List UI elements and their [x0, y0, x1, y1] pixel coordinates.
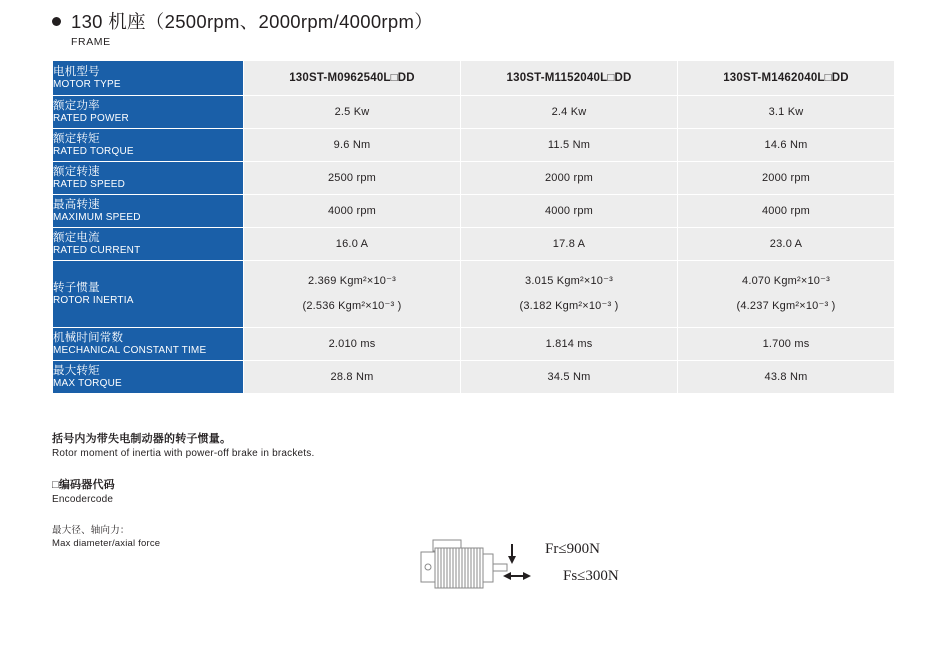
row-label-en: RATED CURRENT — [53, 244, 141, 256]
table-row — [53, 129, 895, 162]
cell-value: 28.8 Nm — [244, 361, 461, 394]
row-label-en: RATED POWER — [53, 112, 129, 124]
note-brake-inertia — [52, 430, 552, 459]
cell-value: 2.5 Kw — [244, 96, 461, 129]
table-row — [53, 361, 895, 394]
cell-value: 23.0 A — [678, 228, 895, 261]
radial-force-label: Fr≤900N — [545, 541, 600, 557]
cell-value-line2: (3.182 Kgm²×10⁻³ ) — [519, 300, 619, 312]
cell-value-line1: 4.070 Kgm²×10⁻³ — [742, 275, 830, 287]
cell-value: 3.1 Kw — [678, 96, 895, 129]
note-en: Max diameter/axial force — [52, 538, 161, 549]
cell-value — [461, 261, 678, 328]
table-row — [53, 96, 895, 129]
row-label-cn: 电机型号 — [53, 65, 100, 78]
spec-table — [52, 60, 895, 394]
row-label-cn: 转子惯量 — [53, 281, 100, 294]
spec-table-container — [52, 60, 895, 394]
row-label-max-torque — [53, 361, 244, 394]
note-cn: 括号内为带失电制动器的转子惯量。 — [52, 433, 232, 445]
page-subtitle: FRAME — [71, 36, 111, 48]
cell-value: 9.6 Nm — [244, 129, 461, 162]
row-label-en: ROTOR INERTIA — [53, 294, 134, 306]
row-label-rated-torque — [53, 129, 244, 162]
note-cn: □编码器代码 — [52, 479, 115, 491]
cell-value: 43.8 Nm — [678, 361, 895, 394]
row-label-cn: 最高转速 — [53, 198, 100, 211]
note-encoder-code — [52, 476, 552, 505]
table-row — [53, 228, 895, 261]
table-row — [53, 162, 895, 195]
cell-value: 14.6 Nm — [678, 129, 895, 162]
table-row — [53, 328, 895, 361]
cell-value: 17.8 A — [461, 228, 678, 261]
header-title-row — [52, 8, 752, 34]
cell-value: 4000 rpm — [461, 195, 678, 228]
cell-value-line1: 2.369 Kgm²×10⁻³ — [308, 275, 396, 287]
table-row — [53, 261, 895, 328]
row-label-rotor-inertia — [53, 261, 244, 328]
row-label-cn: 机械时间常数 — [53, 331, 124, 344]
cell-value-line2: (2.536 Kgm²×10⁻³ ) — [302, 300, 402, 312]
row-label-rated-power — [53, 96, 244, 129]
table-row — [53, 195, 895, 228]
row-label-maximum-speed — [53, 195, 244, 228]
note-cn: 最大径、轴向力： — [52, 525, 130, 536]
row-label-en: RATED SPEED — [53, 178, 126, 190]
note-en: Encodercode — [52, 494, 114, 505]
table-row — [53, 61, 895, 96]
cell-value: 2.010 ms — [244, 328, 461, 361]
cell-value-line2: (4.237 Kgm²×10⁻³ ) — [736, 300, 836, 312]
bullet-dot-icon — [52, 17, 61, 26]
cell-value — [244, 261, 461, 328]
cell-value — [678, 261, 895, 328]
section-header — [52, 8, 752, 48]
row-label-en: MECHANICAL CONSTANT TIME — [53, 344, 207, 356]
cell-value: 2500 rpm — [244, 162, 461, 195]
row-label-motor-type — [53, 61, 244, 96]
row-label-cn: 额定转速 — [53, 165, 100, 178]
axial-force-label: Fs≤300N — [563, 568, 619, 584]
row-label-cn: 额定转矩 — [53, 132, 100, 145]
cell-value: 11.5 Nm — [461, 129, 678, 162]
note-en: Rotor moment of inertia with power-off brake in brackets. — [52, 448, 315, 459]
row-label-rated-speed — [53, 162, 244, 195]
cell-value: 16.0 A — [244, 228, 461, 261]
row-label-cn: 额定电流 — [53, 231, 100, 244]
page-title: 130 机座（2500rpm、2000rpm/4000rpm） — [71, 11, 433, 32]
column-header-1: 130ST-M0962540L□DD — [244, 61, 461, 96]
row-label-en: RATED TORQUE — [53, 145, 134, 157]
cell-value: 4000 rpm — [244, 195, 461, 228]
cell-value: 34.5 Nm — [461, 361, 678, 394]
row-label-cn: 最大转矩 — [53, 364, 100, 377]
column-header-2: 130ST-M1152040L□DD — [461, 61, 678, 96]
row-label-en: MOTOR TYPE — [53, 78, 121, 90]
row-label-en: MAXIMUM SPEED — [53, 211, 141, 223]
cell-value: 2000 rpm — [678, 162, 895, 195]
row-label-rated-current — [53, 228, 244, 261]
cell-value: 1.700 ms — [678, 328, 895, 361]
column-header-3: 130ST-M1462040L□DD — [678, 61, 895, 96]
cell-value: 2.4 Kw — [461, 96, 678, 129]
cell-value-line1: 3.015 Kgm²×10⁻³ — [525, 275, 613, 287]
cell-value: 4000 rpm — [678, 195, 895, 228]
row-label-mechanical-constant-time — [53, 328, 244, 361]
cell-value: 2000 rpm — [461, 162, 678, 195]
row-label-en: MAX TORQUE — [53, 377, 122, 389]
row-label-cn: 额定功率 — [53, 99, 100, 112]
motor-force-figure — [415, 536, 675, 616]
cell-value: 1.814 ms — [461, 328, 678, 361]
